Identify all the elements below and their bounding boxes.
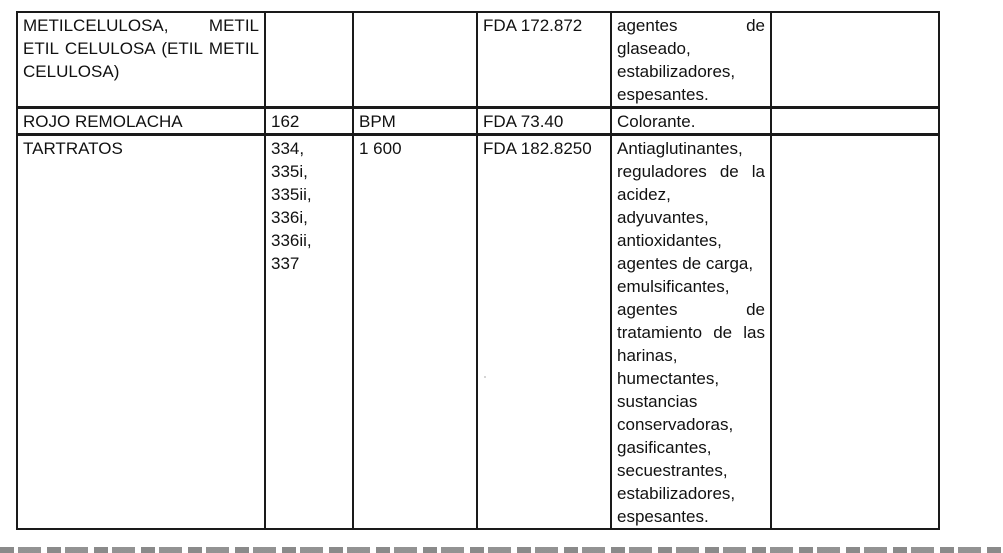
function-item: secuestrantes,	[617, 461, 728, 480]
ins-number: 162	[271, 112, 300, 131]
function-item: agentes de tratamiento de las harinas,	[617, 300, 765, 365]
function-item: Antiaglutinantes,	[617, 139, 743, 158]
function-item: estabilizadores,	[617, 62, 736, 81]
function-item: reguladores de la acidez,	[617, 162, 765, 204]
table-row	[17, 12, 939, 108]
reference-cell: FDA 172.872	[477, 12, 611, 108]
reference-cell: FDA 73.40	[477, 108, 611, 135]
ins-number: 336i,	[271, 208, 308, 227]
function-item: humectantes,	[617, 369, 720, 388]
function-item: estabilizadores,	[617, 484, 736, 503]
scan-edge-noise	[0, 547, 1003, 553]
notes-cell	[771, 12, 939, 108]
scan-speck	[484, 376, 486, 378]
functions-cell	[611, 135, 771, 530]
function-item: emulsificantes,	[617, 277, 730, 296]
function-item: espesantes.	[617, 507, 709, 526]
function-item: agentes de carga,	[617, 254, 754, 273]
ins-cell	[265, 135, 353, 530]
limit-cell: 1 600	[353, 135, 477, 530]
additive-name-cell: METILCELULOSA, METIL ETIL CELULOSA (ETIL METIL CELULOSA)	[17, 12, 265, 108]
limit-cell: BPM	[353, 108, 477, 135]
function-item: agentes de glaseado,	[617, 16, 765, 58]
function-item: adyuvantes,	[617, 208, 709, 227]
function-item: antioxidantes,	[617, 231, 722, 250]
functions-cell	[611, 12, 771, 108]
additive-name-cell: ROJO REMOLACHA	[17, 108, 265, 135]
function-item: espesantes.	[617, 85, 709, 104]
table-row	[17, 108, 939, 135]
notes-cell	[771, 135, 939, 530]
ins-cell	[265, 108, 353, 135]
ins-cell	[265, 12, 353, 108]
notes-cell	[771, 108, 939, 135]
limit-cell	[353, 12, 477, 108]
table-row	[17, 135, 939, 530]
ins-number: 334,	[271, 139, 305, 158]
function-item: gasificantes,	[617, 438, 712, 457]
ins-number: 335ii,	[271, 185, 312, 204]
functions-cell	[611, 108, 771, 135]
ins-number: 336ii,	[271, 231, 312, 250]
ins-number: 337	[271, 254, 300, 273]
additives-table	[16, 11, 940, 530]
function-item: sustancias conservadoras,	[617, 392, 734, 434]
function-item: Colorante.	[617, 112, 696, 131]
ins-number: 335i,	[271, 162, 308, 181]
reference-cell: FDA 182.8250	[477, 135, 611, 530]
additive-name-cell: TARTRATOS	[17, 135, 265, 530]
